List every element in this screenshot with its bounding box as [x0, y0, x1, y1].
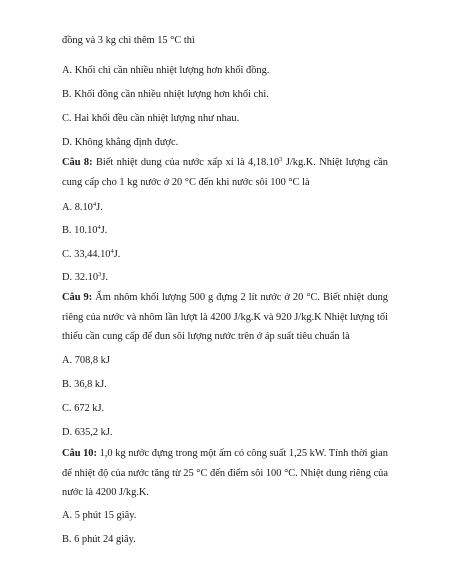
q8-option-c: C. 33,44.10$^4$J.: [62, 248, 121, 260]
q8-option-a: A. 8.10$^4$J.: [62, 201, 103, 213]
q9-option-b: B. 36,8 kJ.: [62, 379, 107, 390]
q7-option-d: D. Không khẳng định được.: [62, 137, 179, 148]
q9-option-a: A. 708,8 kJ: [62, 355, 110, 366]
q10-option-a: A. 5 phút 15 giây.: [62, 510, 137, 521]
q10-option-b: B. 6 phút 24 giây.: [62, 534, 136, 545]
q10-label: Câu 10:: [62, 448, 97, 459]
q7-option-c: C. Hai khối đều cần nhiệt lượng như nhau.: [62, 113, 240, 124]
q8-label: Câu 8:: [62, 157, 93, 168]
q9-option-c: C. 672 kJ.: [62, 403, 105, 414]
q8-stem: Câu 8: Biết nhiệt dung của nước xấp xỉ là 4,18.10$^3$ J/kg.K. Nhiệt lượng cần cung cấp cho 1 kg nước ở 20 °C đến khi nước sôi 100 °C là: [62, 156, 388, 188]
q9-stem: Câu 9: Ấm nhôm khối lượng 500 g đựng 2 lít nước ở 20 °C. Biết nhiệt dung riêng của nước và nhôm lần lượt là 4200 J/kg.K và 920 J/kg.K Nhiệt lượng tối thiểu cần cung cấp để đun sôi lượng nước trên ở áp suất tiêu chuẩn là: [62, 292, 388, 342]
q9-option-d: D. 635,2 kJ.: [62, 427, 113, 438]
q8-option-b: B. 10.10$^4$J.: [62, 224, 108, 236]
q10-stem: Câu 10: 1,0 kg nước đựng trong một ấm có công suất 1,25 kW. Tính thời gian để nhiệt độ của nước tăng từ 25 °C đến điểm sôi 100 °C. Nhiệt dung riêng của nước là 4200 J/kg.K.: [62, 448, 388, 498]
intro-text: đồng và 3 kg chì thêm 15 °C thì: [62, 35, 195, 46]
q7-option-b: B. Khối đồng cần nhiều nhiệt lượng hơn khối chì.: [62, 89, 269, 100]
q7-option-a: A. Khối chì cần nhiều nhiệt lượng hơn khối đồng.: [62, 65, 270, 76]
q8-option-d: D. 32.10$^3$J.: [62, 271, 108, 283]
q9-label: Câu 9:: [62, 292, 93, 303]
